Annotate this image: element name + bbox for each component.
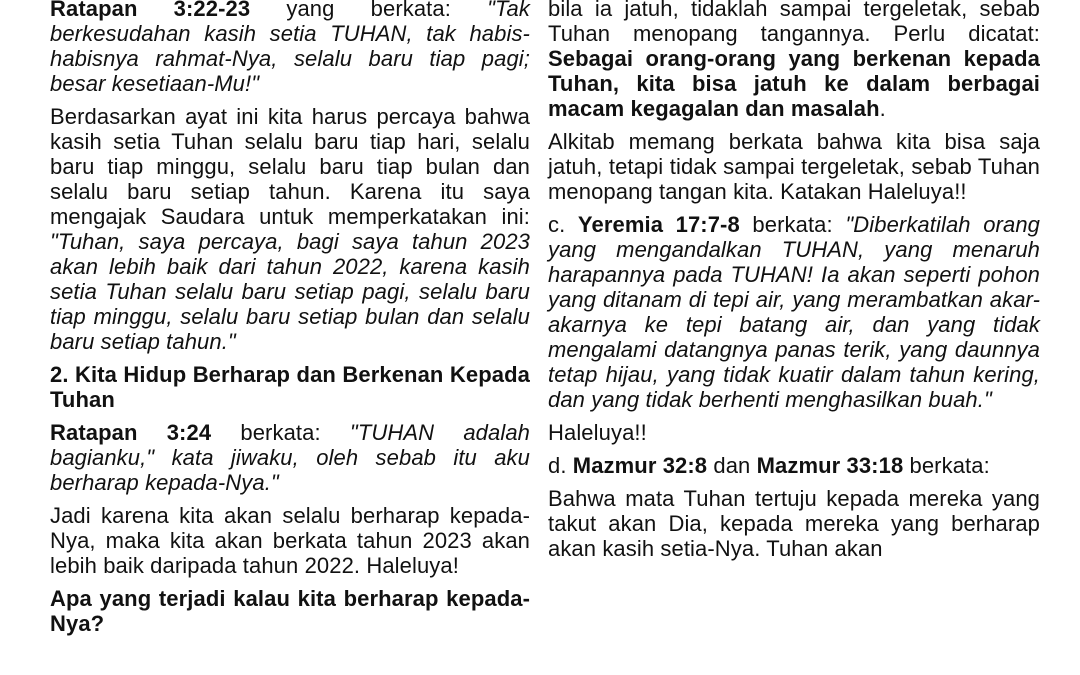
verse-reference: Ratapan 3:22-23: [50, 0, 287, 21]
paragraph-bahwa-mata-tuhan: [548, 486, 1040, 561]
body-text: .: [879, 96, 886, 121]
verse-reference: Ratapan 3:24: [50, 420, 241, 445]
body-text: berkata:: [240, 420, 350, 445]
paragraph-ratapan-324: [50, 420, 530, 495]
body-text: Alkitab memang berkata bahwa kita bisa saja jatuh, tetapi tidak sampai tergeletak, sebab Tuhan menopang tangan kita. Katakan Haleluya!!: [548, 129, 1040, 204]
paragraph-bila-ia-jatuh: [548, 0, 1040, 121]
body-text: berkata:: [903, 453, 990, 478]
column-left: [50, 0, 530, 644]
paragraph-haleluya: [548, 420, 1040, 445]
heading-text: Apa yang terjadi kalau kita berharap kepada-Nya?: [50, 586, 530, 636]
heading-text: 2. Kita Hidup Berharap dan Berkenan Kepada Tuhan: [50, 362, 530, 412]
body-text: bila ia jatuh, tidaklah sampai tergeletak, sebab Tuhan menopang tangannya. Perlu dicatat:: [548, 0, 1040, 46]
body-text: Jadi karena kita akan selalu berharap kepada-Nya, maka kita akan berkata tahun 2023 akan lebih baik daripada tahun 2022. Haleluya!: [50, 503, 530, 578]
body-text: dan: [707, 453, 757, 478]
scripture-quote: "TUHAN adalah bagianku," kata jiwaku, oleh sebab itu aku berharap kepada-Nya.": [50, 420, 530, 495]
emphasized-statement: Sebagai orang-orang yang berkenan kepada Tuhan, kita bisa jatuh ke dalam berbagai macam kegagalan dan masalah: [548, 46, 1040, 121]
paragraph-yeremia-17-7-8: [548, 212, 1040, 412]
verse-reference: Yeremia 17:7-8: [577, 212, 740, 237]
paragraph-alkitab-memang: [548, 129, 1040, 204]
body-text: Berdasarkan ayat ini kita harus percaya bahwa kasih setia Tuhan selalu baru tiap hari, selalu baru tiap minggu, selalu baru tiap bulan dan selalu baru setiap tahun. Karena itu saya mengajak Saudara untuk memperkatakan ini:: [50, 104, 530, 229]
column-right: [548, 0, 1040, 644]
paragraph-berdasarkan: [50, 104, 530, 354]
paragraph-ratapan-322-23: [50, 0, 530, 96]
confession-quote: "Tuhan, saya percaya, bagi saya tahun 2023 akan lebih baik dari tahun 2022, karena kasih setia Tuhan selalu baru setiap pagi, selalu baru tiap minggu, selalu baru setiap bulan dan selalu baru setiap tahun.": [50, 229, 530, 354]
body-text: Haleluya!!: [548, 420, 647, 445]
list-letter: d.: [548, 453, 573, 478]
heading-section-2: [50, 362, 530, 412]
verse-reference: Mazmur 33:18: [756, 453, 904, 478]
scripture-quote: "Diberkatilah orang yang mengandalkan TUHAN, yang menaruh harapannya pada TUHAN! Ia akan seperti pohon yang ditanam di tepi air, yang merambatkan akar-akarnya ke tepi batang air, dan yang tidak mengalami datangnya panas terik, yang daunnya tetap hijau, yang tidak kuatir dalam tahun kering, dan yang tidak berhenti menghasilkan buah.": [548, 212, 1040, 412]
paragraph-jadi-karena: [50, 503, 530, 578]
heading-question: [50, 586, 530, 636]
verse-reference: Mazmur 32:8: [572, 453, 708, 478]
paragraph-mazmur-refs: [548, 453, 1040, 478]
body-text: yang berkata:: [286, 0, 488, 21]
body-text: Bahwa mata Tuhan tertuju kepada mereka yang takut akan Dia, kepada mereka yang berharap akan kasih setia-Nya. Tuhan akan: [548, 486, 1040, 561]
body-text: berkata:: [739, 212, 846, 237]
scripture-quote: "Tak berkesudahan kasih setia TUHAN, tak habis-habisnya rahmat-Nya, selalu baru tiap pagi; besar kesetiaan-Mu!": [50, 0, 530, 96]
list-letter: c.: [548, 212, 578, 237]
